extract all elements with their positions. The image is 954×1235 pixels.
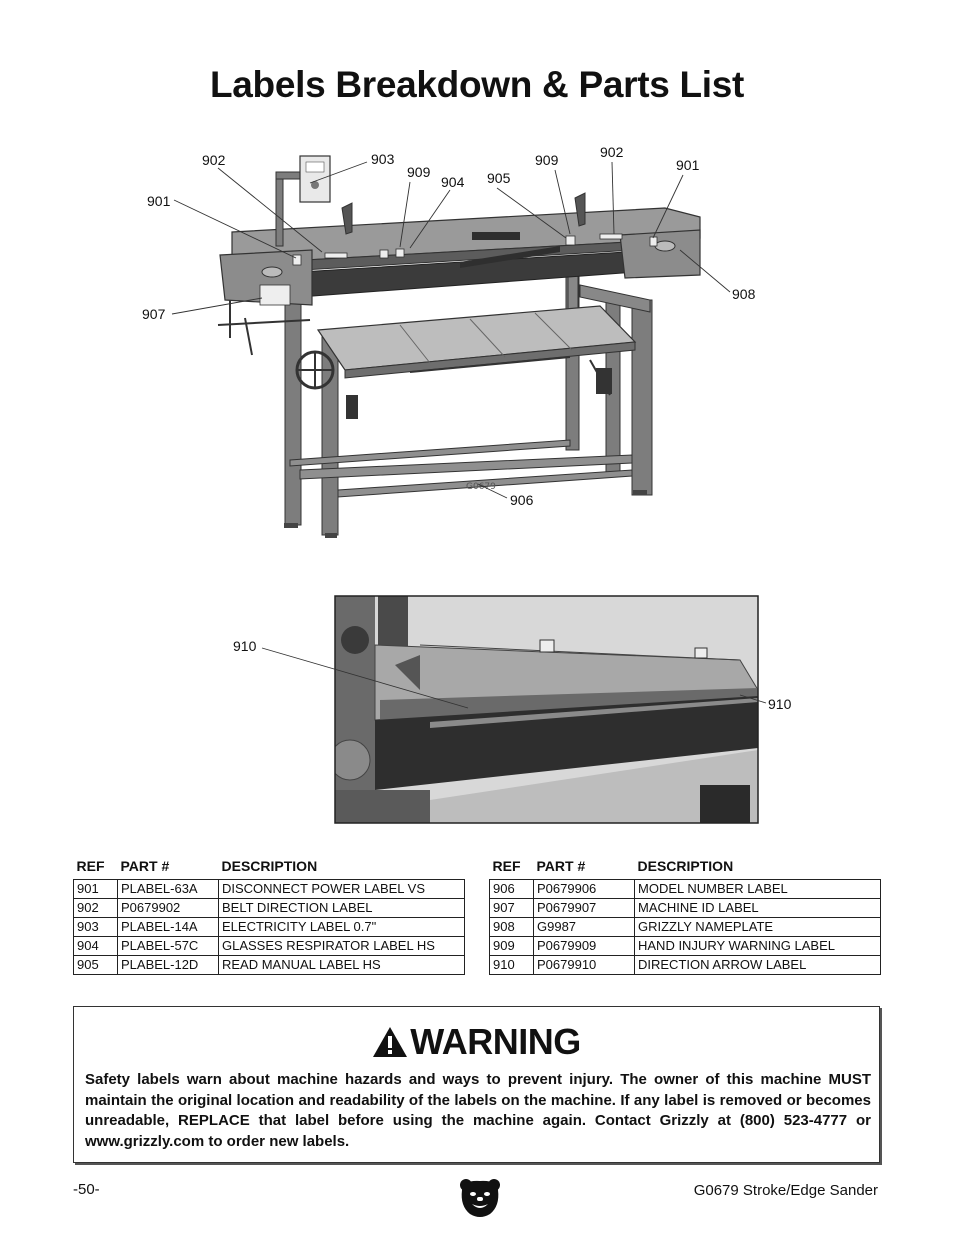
table-row: [490, 956, 881, 975]
warning-triangle-icon: [372, 1025, 408, 1067]
header-ref: REF: [76, 858, 105, 874]
callout-910-right: 910: [768, 696, 792, 712]
cell-description: GLASSES RESPIRATOR LABEL HS: [219, 937, 465, 956]
parts-table-left: [73, 858, 465, 975]
page-number: -50-: [73, 1181, 100, 1198]
cell-part: PLABEL-14A: [118, 918, 219, 937]
cell-ref: 908: [490, 918, 534, 937]
page-title: Labels Breakdown & Parts List: [209, 64, 745, 105]
callout-903: 903: [371, 151, 395, 167]
cell-part: P0679910: [534, 956, 635, 975]
cell-description: DISCONNECT POWER LABEL VS: [219, 880, 465, 899]
machine-model-marking: G0679: [466, 482, 496, 492]
cell-part: G9987: [534, 918, 635, 937]
cell-description: GRIZZLY NAMEPLATE: [635, 918, 881, 937]
product-name: G0679 Stroke/Edge Sander: [693, 1182, 878, 1199]
cell-ref: 902: [74, 899, 118, 918]
callout-905: 905: [487, 170, 511, 186]
callout-904: 904: [441, 174, 465, 190]
cell-description: MACHINE ID LABEL: [635, 899, 881, 918]
table-row: [74, 918, 465, 937]
cell-part: PLABEL-12D: [118, 956, 219, 975]
table-row: [74, 937, 465, 956]
header-ref: REF: [492, 858, 521, 874]
header-part: PART #: [536, 858, 586, 874]
grizzly-bear-logo-icon: [458, 1176, 502, 1225]
cell-part: P0679909: [534, 937, 635, 956]
cell-part: P0679902: [118, 899, 219, 918]
callout-909-left: 909: [407, 164, 431, 180]
callout-908: 908: [732, 286, 756, 302]
cell-ref: 910: [490, 956, 534, 975]
callout-910-left: 910: [233, 638, 257, 654]
cell-ref: 906: [490, 880, 534, 899]
cell-description: MODEL NUMBER LABEL: [635, 880, 881, 899]
parts-table-right: [489, 858, 881, 975]
callout-901-left: 901: [147, 193, 171, 209]
cell-part: P0679907: [534, 899, 635, 918]
callout-901-right: 901: [676, 157, 700, 173]
cell-ref: 901: [74, 880, 118, 899]
callout-906: 906: [510, 492, 534, 508]
warning-box: [73, 1006, 880, 1163]
cell-description: HAND INJURY WARNING LABEL: [635, 937, 881, 956]
table-row: [490, 918, 881, 937]
warning-heading-text: WARNING: [410, 1021, 581, 1062]
cell-ref: 905: [74, 956, 118, 975]
table-row: [74, 956, 465, 975]
warning-body: Safety labels warn about machine hazards and ways to prevent injury. The owner of this machine MUST maintain the original location and readability of the labels on the machine. If any label is removed or becomes unreadable, REPLACE that label before using the machine again. Contact Grizzly at (800) 523-4777 or www.grizzly.com to order new labels.: [85, 1071, 871, 1150]
callout-907: 907: [142, 306, 166, 322]
cell-part: PLABEL-57C: [118, 937, 219, 956]
table-row: [74, 899, 465, 918]
cell-ref: 903: [74, 918, 118, 937]
cell-ref: 904: [74, 937, 118, 956]
cell-description: DIRECTION ARROW LABEL: [635, 956, 881, 975]
header-description: DESCRIPTION: [221, 858, 318, 874]
callout-902-right: 902: [600, 144, 624, 160]
cell-description: READ MANUAL LABEL HS: [219, 956, 465, 975]
table-row: [490, 937, 881, 956]
cell-ref: 907: [490, 899, 534, 918]
header-description: DESCRIPTION: [637, 858, 734, 874]
callout-909-right: 909: [535, 152, 559, 168]
cell-part: PLABEL-63A: [118, 880, 219, 899]
table-row: [490, 880, 881, 899]
warning-heading: [74, 1021, 879, 1067]
cell-description: BELT DIRECTION LABEL: [219, 899, 465, 918]
table-row: [490, 899, 881, 918]
callout-902-left: 902: [202, 152, 226, 168]
table-row: [74, 880, 465, 899]
cell-description: ELECTRICITY LABEL 0.7": [219, 918, 465, 937]
cell-part: P0679906: [534, 880, 635, 899]
cell-ref: 909: [490, 937, 534, 956]
header-part: PART #: [120, 858, 170, 874]
